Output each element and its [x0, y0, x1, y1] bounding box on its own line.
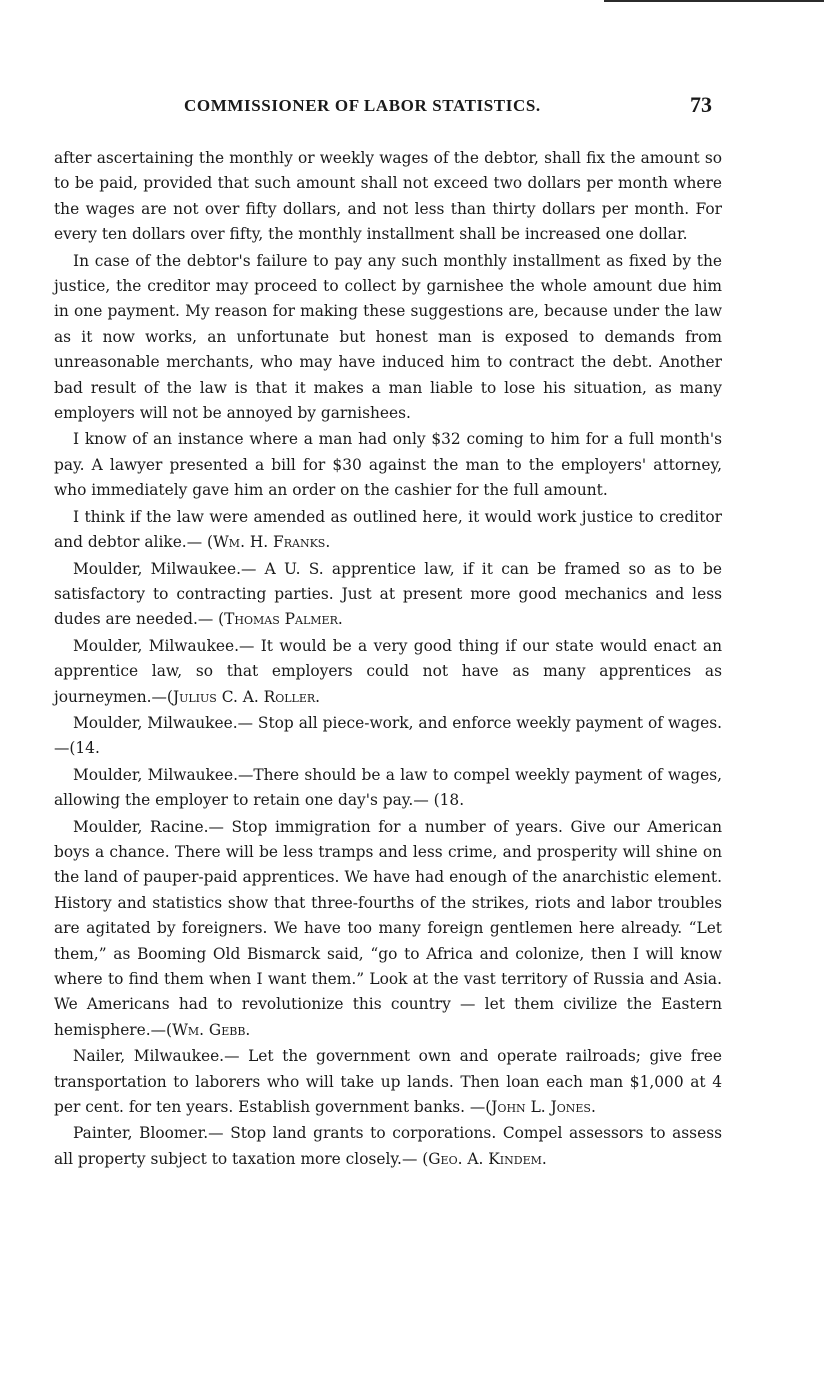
page-number: 73 — [690, 92, 712, 117]
paragraph-text: Moulder, Milwaukee.—There should be a law to compel weekly payment of wages, allowing the employer to retain one day's pay.— (18. — [54, 765, 722, 810]
signature: Thomas Palmer. — [224, 610, 343, 629]
paragraph — [54, 634, 722, 710]
paragraph-text: Moulder, Milwaukee.— Stop all piece-work, and enforce weekly payment of wages.—(14. — [54, 713, 722, 758]
paragraph-text: Moulder, Milwaukee.— A U. S. apprentice law, if it can be framed so as to be satisfactory to contracting parties. Just at present more good mechanics and less dudes are needed.— ( — [54, 559, 722, 629]
paragraph-text: Moulder, Milwaukee.— It would be a very good thing if our state would enact an apprentice law, so that employers could not have as many apprentices as journeymen.—( — [54, 636, 722, 706]
body-text — [54, 146, 722, 1173]
paragraph-text: Painter, Bloomer.— Stop land grants to corporations. Compel assessors to assess all property subject to taxation more closely.— ( — [54, 1124, 722, 1168]
paragraph — [54, 249, 722, 427]
top-edge-rule — [604, 0, 824, 2]
paragraph — [54, 1121, 722, 1172]
paragraph-text: In case of the debtor's failure to pay any such monthly installment as fixed by the justice, the creditor may proceed to collect by garnishee the whole amount due him in one payment. My reason for making these suggestions are, because under the law as it now works, an unfortunate but honest man is exposed to demands from unreasonable merchants, who may have induced him to contract the debt. Another bad result of the law is that it makes a man liable to lose his situation, as many employers will not be annoyed by garnishees. — [54, 251, 722, 423]
paragraph-text: Moulder, Racine.— Stop immigration for a number of years. Give our American boys a chance. There will be less tramps and less crime, and prosperity will shine on the land of pauper-paid apprentices. We have had enough of the anarchistic element. History and statistics show that three-fourths of the strikes, riots and labor troubles are agitated by foreigners. We have too many foreign gentlemen here already. “Let them,” as Booming Old Bismarck said, “go to Africa and colonize, then I will know where to find them when I want them.” Look at the vast territory of Russia and Asia. We Americans had to revolutionize this country — let them civilize the Eastern hemisphere.—( — [54, 817, 722, 1039]
paragraph — [54, 146, 722, 248]
paragraph — [54, 1044, 722, 1120]
page-header — [50, 92, 714, 122]
paragraph-text: I know of an instance where a man had only $32 coming to him for a full month's pay. A lawyer presented a bill for $30 against the man to the employers' attorney, who immediately gave him an order on the cashier for the full amount. — [54, 430, 722, 500]
paragraph — [54, 763, 722, 814]
paragraph — [54, 505, 722, 556]
paragraph — [54, 711, 722, 762]
paragraph — [54, 427, 722, 503]
paragraph-text: I think if the law were amended as outlined here, it would work justice to creditor and debtor alike.— ( — [54, 507, 722, 552]
signature: John L. Jones. — [491, 1098, 596, 1117]
paragraph-text: after ascertaining the monthly or weekly wages of the debtor, shall fix the amount so to be paid, provided that such amount shall not exceed two dollars per month where the wages are not over fifty dollars, and not less than thirty dollars per month. For every ten dollars over fifty, the monthly installment shall be increased one dollar. — [54, 149, 722, 244]
signature: Wm. Gebb. — [172, 1020, 251, 1039]
paragraph — [54, 815, 722, 1044]
paragraph-text: Nailer, Milwaukee.— Let the government own and operate railroads; give free transportation to laborers who will take up lands. Then loan each man $1,000 at 4 per cent. for ten years. Establish government banks. —( — [54, 1047, 722, 1117]
signature: Julius C. A. Roller. — [172, 687, 321, 706]
paragraph — [54, 557, 722, 633]
signature: Geo. A. Kindem. — [428, 1149, 547, 1168]
running-title: COMMISSIONER OF LABOR STATISTICS. — [184, 96, 541, 115]
signature: Wm. H. Franks. — [212, 533, 331, 552]
